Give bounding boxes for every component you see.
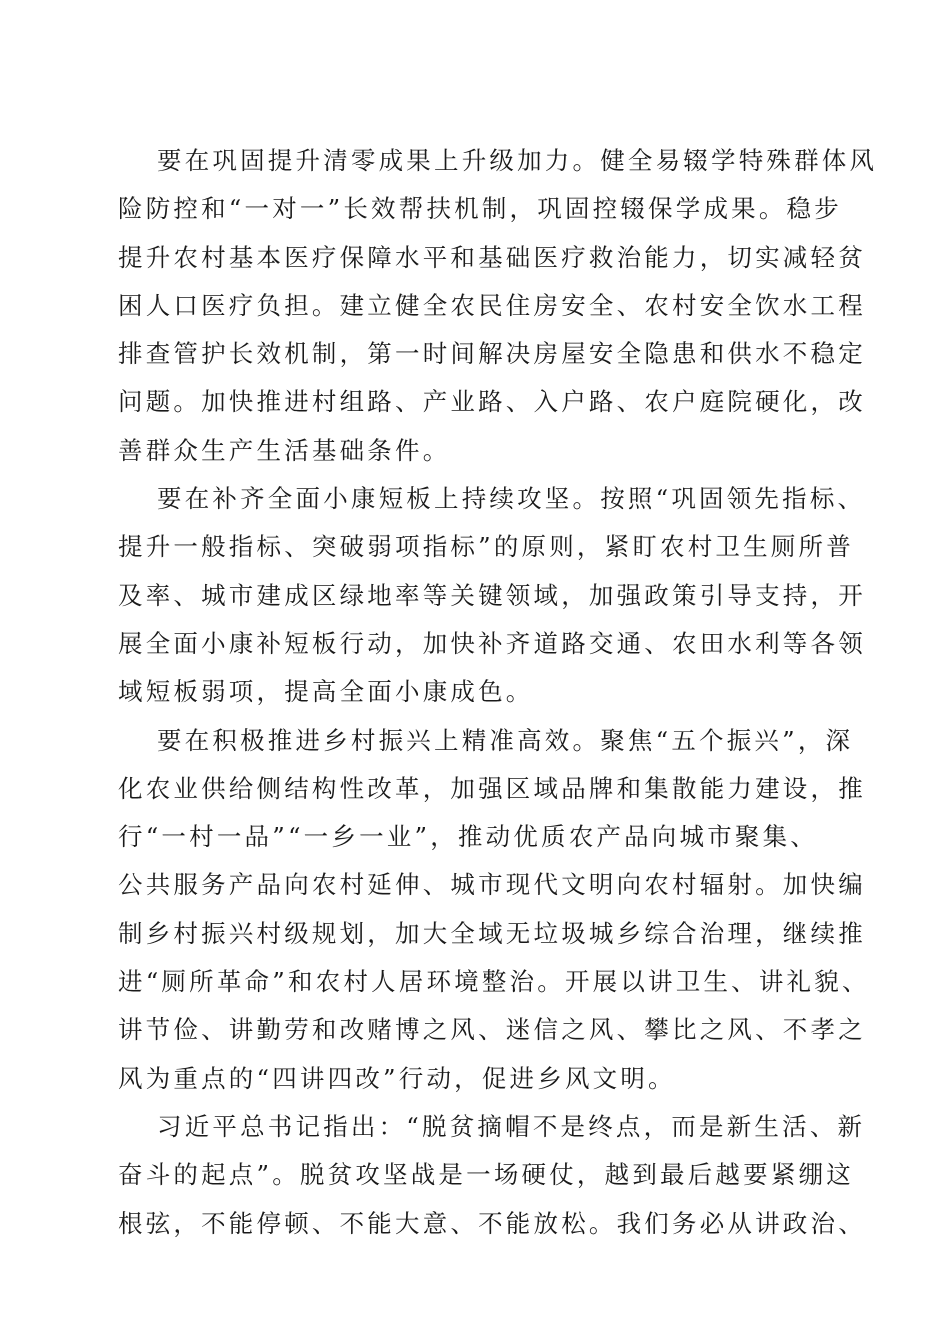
text-line: 制乡村振兴村级规划，加大全域无垃圾城乡综合治理，继续推 [118,918,866,948]
text-line: 善群众生产生活基础条件。 [118,435,451,465]
text-line: 困人口医疗负担。建立健全农民住房安全、农村安全饮水工程 [118,290,866,320]
document-body [118,137,878,1248]
text-line: 化农业供给侧结构性改革，加强区域品牌和集散能力建设，推 [118,773,866,803]
text-line: 行“一村一品”“一乡一业”，推动优质农产品向城市聚集、 [118,822,818,852]
text-line: 提升农村基本医疗保障水平和基础医疗救治能力，切实减轻贫 [118,242,866,272]
text-line: 展全面小康补短板行动，加快补齐道路交通、农田水利等各领 [118,628,866,658]
text-line: 讲节俭、讲勤劳和改赌博之风、迷信之风、攀比之风、不孝之 [118,1015,866,1045]
text-line: 根弦，不能停顿、不能大意、不能放松。我们务必从讲政治、 [118,1208,866,1238]
text-line: 提升一般指标、突破弱项指标”的原则，紧盯农村卫生厕所普 [118,532,854,562]
paragraph-4 [118,1103,866,1248]
paragraph-2 [118,475,866,716]
text-line: 公共服务产品向农村延伸、城市现代文明向农村辐射。加快编 [118,870,866,900]
text-line: 要在补齐全面小康短板上持续攻坚。按照“巩固领先指标、 [157,484,866,514]
text-line: 风为重点的“四讲四改”行动，促进乡风文明。 [118,1063,676,1093]
text-line: 域短板弱项，提高全面小康成色。 [118,677,534,707]
text-line: 习近平总书记指出：“脱贫摘帽不是终点，而是新生活、新 [157,1111,866,1141]
text-line: 险防控和“一对一”长效帮扶机制，巩固控辍保学成果。稳步 [118,194,842,224]
text-line: 排查管护长效机制，第一时间解决房屋安全隐患和供水不稳定 [118,339,866,369]
text-line: 要在积极推进乡村振兴上精准高效。聚焦“五个振兴”，深 [157,725,854,755]
paragraph-3 [118,717,870,1103]
text-line: 问题。加快推进村组路、产业路、入户路、农户庭院硬化，改 [118,387,866,417]
text-line: 及率、城市建成区绿地率等关键领域，加强政策引导支持，开 [118,580,866,610]
paragraph-1 [118,137,878,475]
text-line: 要在巩固提升清零成果上升级加力。健全易辍学特殊群体风 [157,146,878,175]
text-line: 奋斗的起点”。脱贫攻坚战是一场硬仗，越到最后越要紧绷这 [118,1160,854,1190]
text-line: 进“厕所革命”和农村人居环境整治。开展以讲卫生、讲礼貌、 [118,967,870,997]
